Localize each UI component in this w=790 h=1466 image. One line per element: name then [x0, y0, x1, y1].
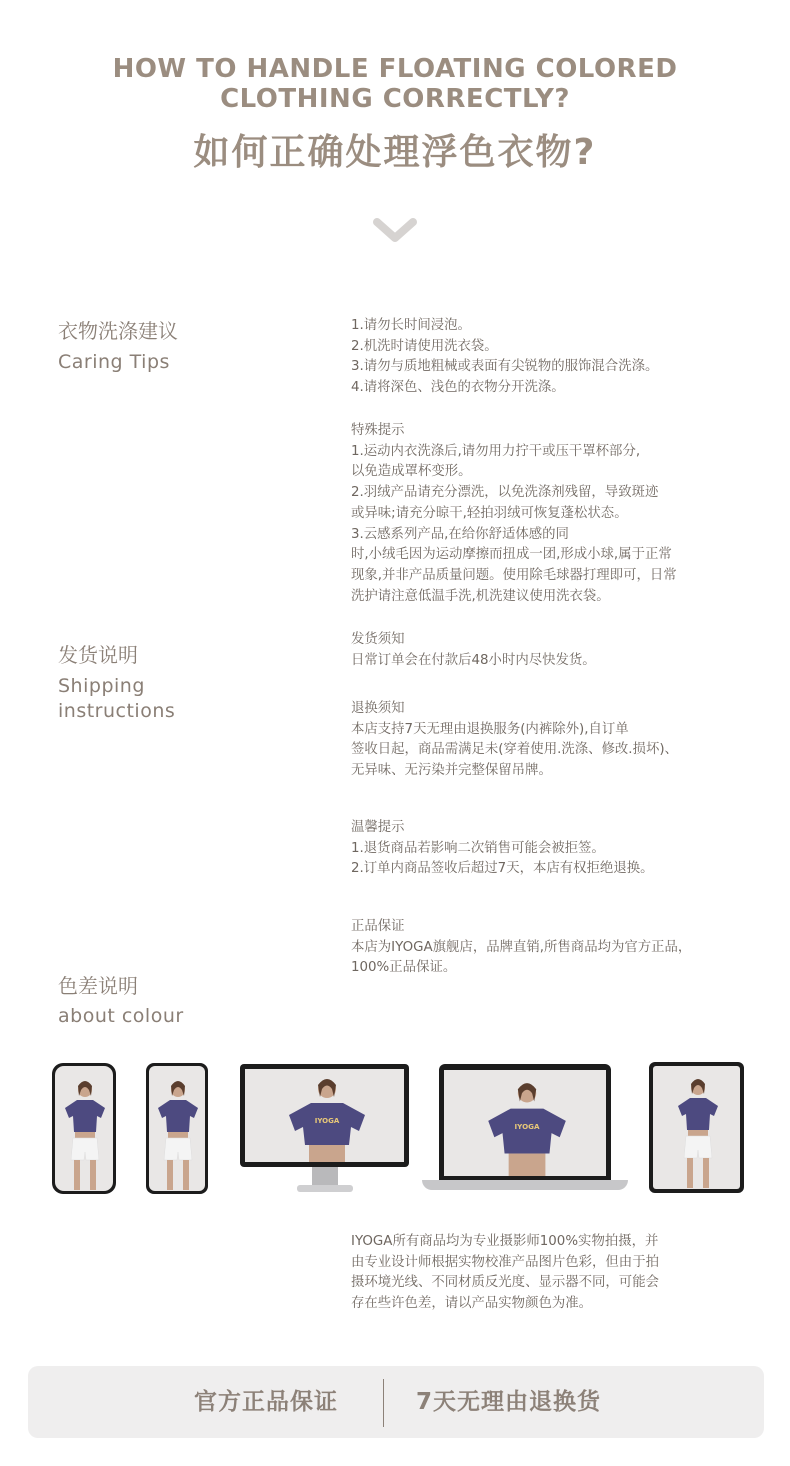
monitor-stand: [312, 1167, 338, 1185]
shirt-logo: IYOGA: [314, 1117, 340, 1125]
colour-title-cn: 色差说明: [58, 974, 138, 998]
monitor-base: [297, 1185, 353, 1192]
genuine-guarantee: [351, 917, 691, 979]
list-item: 签收日起，商品需满足未(穿着使用.洗涤、修改.损坏)、: [351, 742, 678, 758]
list-item: 1.请勿长时间浸泡。: [351, 318, 471, 333]
laptop-base: [422, 1180, 628, 1190]
model-figure: [281, 1075, 371, 1162]
list-item: 本店为IYOGA旗舰店，品牌直销,所售商品均为官方正品，: [351, 939, 692, 955]
device-row: [0, 1050, 790, 1210]
page-title-cn: 如何正确处理浮色衣物?: [193, 132, 597, 173]
bar-divider: [383, 1379, 384, 1427]
genuine-title: 正品保证: [351, 919, 405, 934]
warm-tips-title: 温馨提示: [351, 820, 405, 835]
list-item: 2.机洗时请使用洗衣袋。: [351, 338, 498, 354]
list-item: 日常订单会在付款后48小时内尽快发货。: [351, 652, 596, 668]
model-figure: [669, 1074, 725, 1189]
list-item: 100%正品保证。: [351, 960, 457, 976]
special-tips-title: 特殊提示: [351, 423, 405, 438]
list-item: 现象,并非产品质量问题。使用除毛球器打理即可，日常: [351, 567, 677, 583]
model-figure: [59, 1076, 109, 1191]
monitor-icon: [240, 1064, 409, 1167]
shipping-title-en: Shipping instructions: [58, 675, 176, 722]
list-item: 3.请勿与质地粗械或表面有尖锐物的服饰混合洗涤。: [351, 359, 659, 375]
list-item: 4.请将深色、浅色的衣物分开洗涤。: [351, 380, 565, 396]
phone-icon: [52, 1063, 116, 1194]
guarantee-bar: [28, 1366, 764, 1438]
list-item: 或异味;请充分晾干,轻拍羽绒可恢复蓬松状态。: [351, 505, 628, 521]
list-item: 本店支持7天无理由退换服务(内裤除外),自订单: [351, 721, 629, 737]
return-notice-title: 退换须知: [351, 701, 405, 716]
colour-note: [351, 1232, 659, 1315]
model-figure: [480, 1078, 572, 1176]
model-figure: [152, 1076, 202, 1191]
caring-title-en: Caring Tips: [58, 351, 170, 373]
list-item: 以免造成罩杯变形。: [351, 464, 472, 480]
list-item: 存在些许色差，请以产品实物颜色为准。: [351, 1296, 593, 1312]
warm-tips: [351, 818, 654, 880]
special-tips: [351, 421, 677, 607]
official-genuine-label: 官方正品保证: [194, 1389, 338, 1415]
caring-title-cn: 衣物洗涤建议: [58, 319, 178, 343]
list-item: 洗护请注意低温手洗,机洗建议使用洗衣袋。: [351, 588, 610, 604]
list-item: 2.羽绒产品请充分漂洗，以免洗涤剂残留，导致斑迹: [351, 485, 659, 501]
title-en-line1: HOW TO HANDLE FLOATING COLORED: [112, 54, 678, 84]
return-notice: [351, 699, 678, 782]
list-item: 3.云感系列产品,在给你舒适体感的同: [351, 526, 569, 542]
shirt-logo: IYOGA: [514, 1122, 540, 1132]
laptop-icon: [439, 1064, 611, 1180]
list-item: 1.运动内衣洗涤后,请勿用力拧干或压干罩杯部分,: [351, 443, 641, 459]
page-title-en: [0, 54, 790, 114]
list-item: 无异味、无污染并完整保留吊牌。: [351, 763, 552, 779]
list-item: 2.订单内商品签收后超过7天，本店有权拒绝退换。: [351, 861, 654, 877]
list-item: 时,小绒毛因为运动摩擦而扭成一团,形成小球,属于正常: [351, 547, 672, 563]
shipping-title-cn: 发货说明: [58, 643, 138, 667]
list-item: 1.退货商品若影响二次销售可能会被拒签。: [351, 840, 605, 856]
seven-day-return-label: 7天无理由退换货: [416, 1389, 602, 1415]
chevron-down-icon: [372, 214, 418, 248]
phone-icon: [146, 1063, 208, 1194]
tablet-icon: [649, 1062, 744, 1193]
list-item: 由专业设计师根据实物校准产品图片色彩，但由于拍: [351, 1254, 659, 1270]
shipping-notice: [351, 630, 596, 671]
title-en-line2: CLOTHING CORRECTLY?: [220, 84, 570, 114]
list-item: 摄环境光线、不同材质反光度、显示器不同，可能会: [351, 1275, 659, 1291]
list-item: IYOGA所有商品均为专业摄影师100%实物拍摄，并: [351, 1234, 659, 1249]
shipping-notice-title: 发货须知: [351, 632, 405, 647]
colour-title-en: about colour: [58, 1005, 184, 1027]
caring-list: [351, 316, 658, 399]
